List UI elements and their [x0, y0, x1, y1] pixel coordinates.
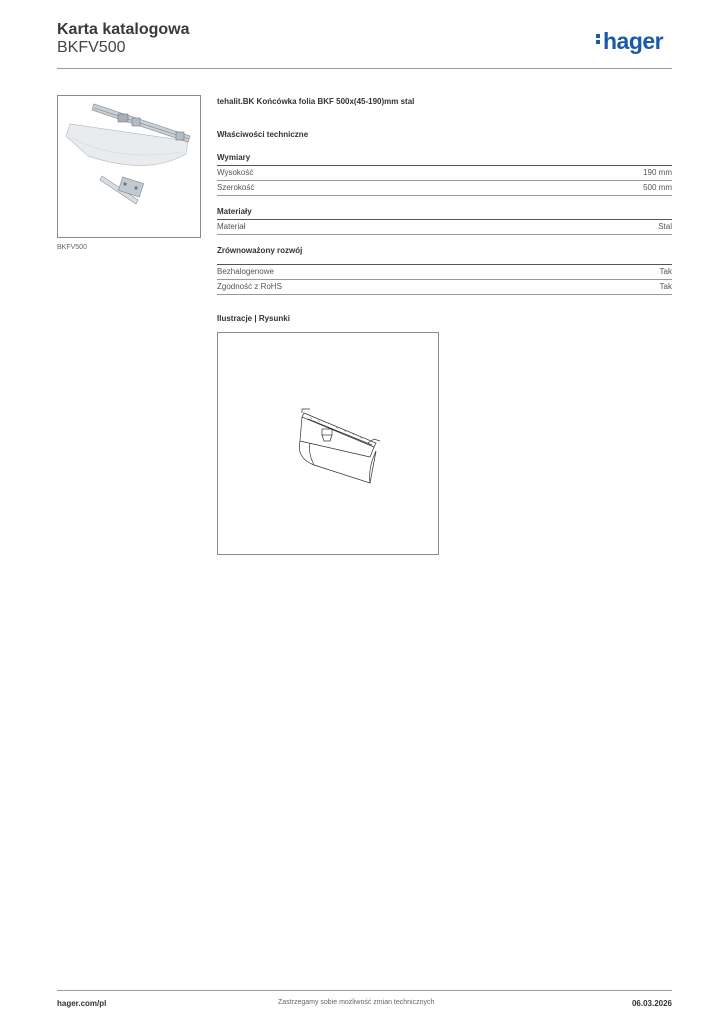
photo-caption: BKFV500: [57, 244, 87, 251]
technical-drawing-image: [218, 333, 438, 554]
footer-website-link[interactable]: hager.com/pl: [57, 999, 107, 1008]
spec-label: Materiał: [217, 222, 246, 231]
product-photo-image: [58, 96, 200, 237]
spec-label: Wysokość: [217, 168, 254, 177]
spec-row-height: [217, 166, 672, 181]
product-photo: [57, 95, 201, 238]
hager-logo[interactable]: [596, 28, 663, 55]
logo-dots-icon: [596, 32, 601, 46]
spec-value: Tak: [659, 282, 672, 291]
page-title: Karta katalogowa: [57, 21, 190, 38]
dimensions-group: [217, 151, 672, 196]
illustrations-heading: Ilustracje | Rysunki: [217, 314, 290, 323]
spec-label: Zgodność z RoHS: [217, 282, 282, 291]
footer-notice: Zastrzegamy sobie możliwość zmian technicznych: [278, 999, 435, 1006]
materials-heading: Materiały: [217, 205, 672, 220]
spec-label: Bezhalogenowe: [217, 267, 274, 276]
dimensions-heading: Wymiary: [217, 151, 672, 166]
spec-row-rohs: [217, 280, 672, 295]
spec-row-halogen-free: [217, 265, 672, 280]
spec-value: Stal: [658, 222, 672, 231]
sustainability-group: [217, 244, 672, 295]
sustainability-heading: Zrównoważony rozwój: [217, 244, 672, 265]
spec-label: Szerokość: [217, 183, 255, 192]
materials-group: [217, 205, 672, 235]
spec-row-material: [217, 220, 672, 235]
spec-value: Tak: [659, 267, 672, 276]
spec-value: 190 mm: [643, 168, 672, 177]
product-code: BKFV500: [57, 39, 126, 56]
product-info: [217, 95, 672, 323]
technical-drawing: [217, 332, 439, 555]
logo-text: hager: [603, 28, 664, 54]
footer-divider: [57, 990, 672, 991]
header-divider: [57, 68, 672, 69]
technical-properties-heading: Właściwości techniczne: [217, 130, 309, 139]
spec-value: 500 mm: [643, 183, 672, 192]
product-name: tehalit.BK Końcówka folia BKF 500x(45-190)mm stal: [217, 97, 415, 106]
spec-row-width: [217, 181, 672, 196]
footer-date: 06.03.2026: [631, 999, 672, 1008]
